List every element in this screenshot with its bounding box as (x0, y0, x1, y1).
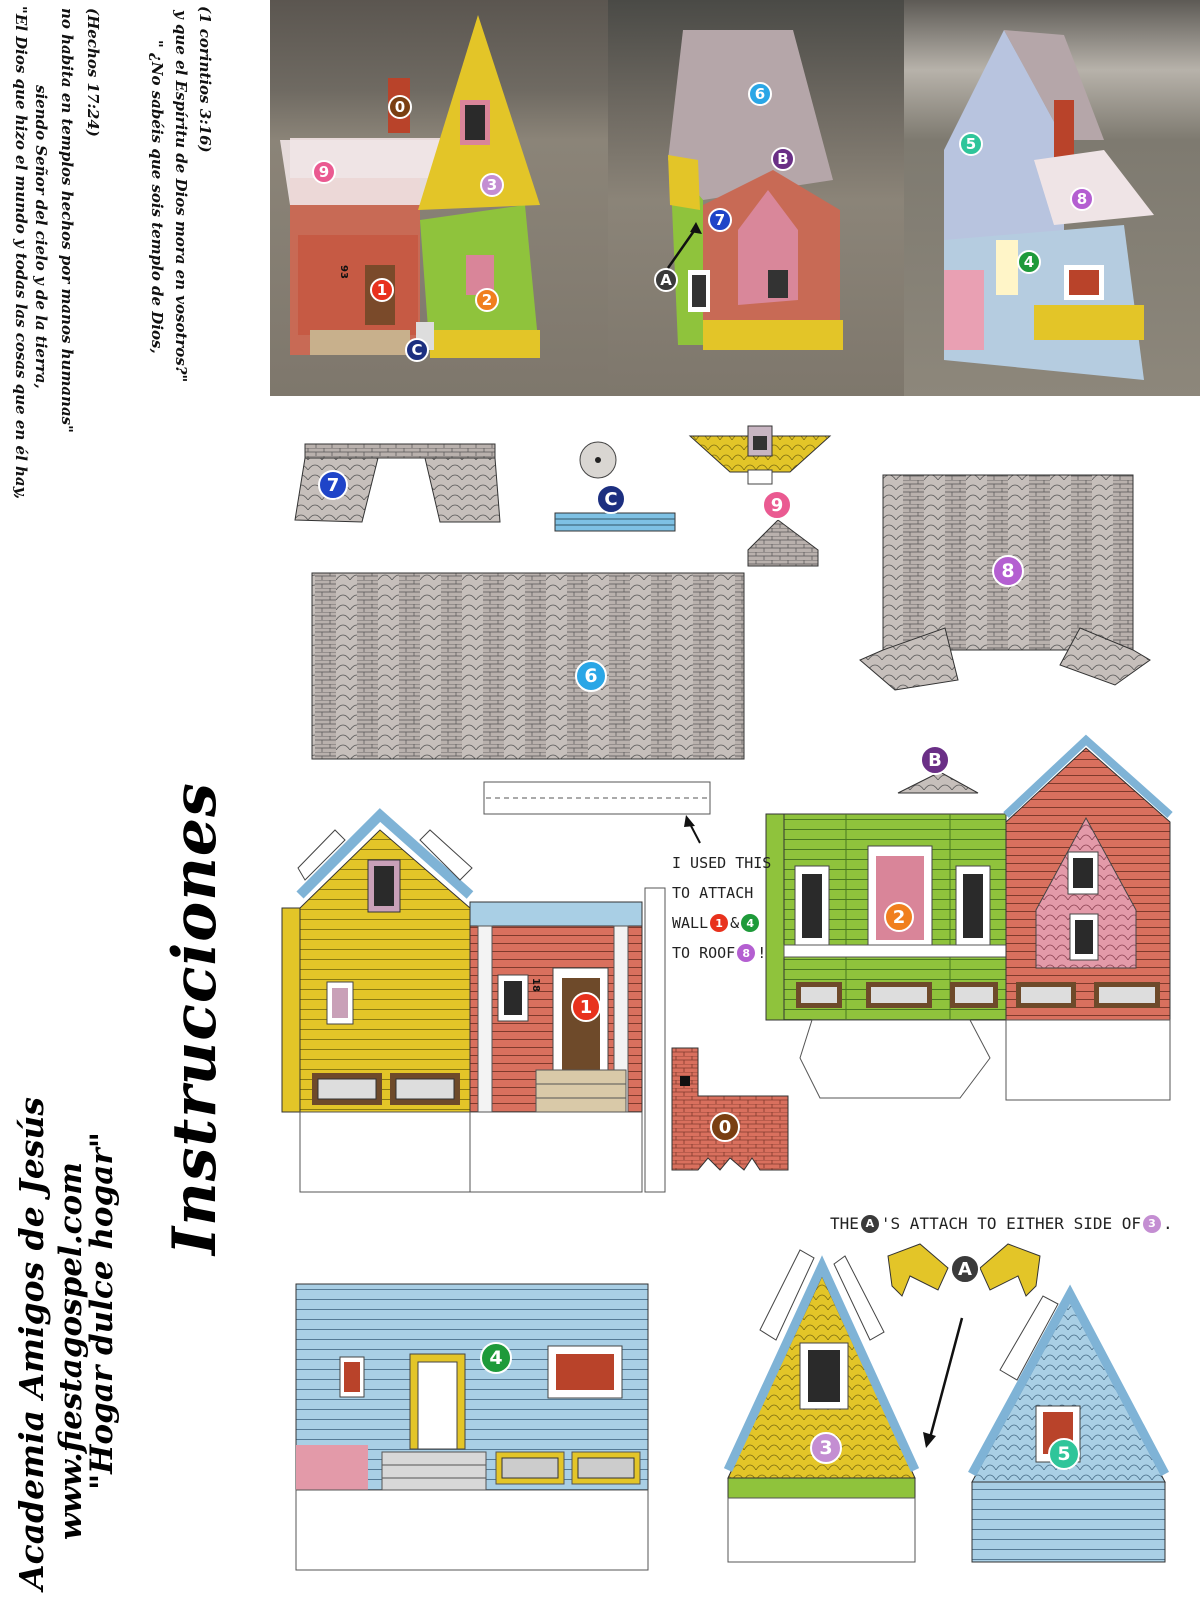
note-badge-4: 4 (741, 914, 759, 932)
door-number-18: 18 (530, 978, 541, 992)
verse2-ref: (1 corintios 3:16) (196, 6, 214, 153)
verse1-ref: (Hechos 17:24) (84, 8, 102, 137)
badge-9-piece: 9 (762, 490, 792, 520)
verse2-line2: y que el Espíritu de Dios mora en vosotros?" (172, 10, 190, 383)
badge-B: B (771, 147, 795, 171)
attach-note-excl: ! (757, 944, 767, 962)
verse1-line3: no habita en templos hechos por manos humanas" (58, 8, 76, 433)
piece-B (898, 772, 978, 793)
a-note-text: 'S ATTACH TO EITHER SIDE OF (880, 1214, 1141, 1233)
badge-8: 8 (1070, 187, 1094, 211)
verse1-line2: siendo Señor del cielo y de la tierra, (32, 85, 50, 389)
attach-note-line4 (672, 938, 771, 968)
badge-8-piece: 8 (992, 555, 1024, 587)
badge-9: 9 (312, 160, 336, 184)
badge-1: 1 (370, 278, 394, 302)
a-note-badge-A: A (861, 1215, 879, 1233)
a-note-dot: . (1163, 1214, 1173, 1233)
attach-note (672, 848, 771, 968)
badge-2-piece: 2 (884, 902, 914, 932)
verse2-line1: " ¿No sabéis que sois templo de Dios, (148, 40, 166, 354)
a-note-badge-3: 3 (1143, 1215, 1161, 1233)
piece-3-gable (728, 1250, 915, 1562)
academy-text: Academia Amigos de Jesús (12, 1096, 51, 1590)
a-note-the: THE (830, 1214, 859, 1233)
badge-C-piece: C (596, 484, 626, 514)
badge-3-piece: 3 (810, 1432, 842, 1464)
door-number-93: 93 (338, 265, 349, 279)
a-attach-note (830, 1214, 1173, 1233)
attach-note-amp: & (730, 914, 740, 932)
badge-6: 6 (748, 82, 772, 106)
badge-A-piece: A (950, 1254, 980, 1284)
slogan-text: "Hogar dulce hogar" (84, 1132, 120, 1490)
badge-4-piece: 4 (480, 1342, 512, 1374)
piece-2-side-wall (766, 740, 1170, 1100)
badge-7-piece: 7 (318, 470, 348, 500)
instructions-title: Instrucciones (160, 782, 230, 1255)
piece-6 (312, 573, 744, 759)
badge-A: A (654, 268, 678, 292)
badge-3: 3 (480, 173, 504, 197)
badge-2: 2 (475, 288, 499, 312)
badge-C: C (405, 338, 429, 362)
note-badge-8: 8 (737, 944, 755, 962)
piece-9 (690, 426, 830, 566)
badge-7: 7 (708, 208, 732, 232)
piece-1-front-wall (282, 815, 665, 1192)
badge-4: 4 (1017, 250, 1041, 274)
badge-0: 0 (388, 95, 412, 119)
attach-note-line1: I USED THIS (672, 854, 772, 872)
website-text: www.fiestagospel.com (53, 1162, 89, 1540)
piece-0-chimney (672, 1048, 788, 1170)
badge-B-piece: B (920, 745, 950, 775)
attach-note-line2: TO ATTACH (672, 884, 754, 902)
badge-5-piece: 5 (1048, 1438, 1080, 1470)
badge-6-piece: 6 (575, 660, 607, 692)
badge-0-piece: 0 (710, 1112, 740, 1142)
attach-note-roof: TO ROOF (672, 944, 736, 962)
badge-1-piece: 1 (571, 992, 601, 1022)
attach-note-wall: WALL (672, 914, 709, 932)
verse1-line1: "El Dios que hizo el mundo y todas las cosas que en él hay, (12, 6, 30, 500)
attach-note-line3 (672, 908, 771, 938)
piece-5-gable (972, 1294, 1165, 1562)
piece-4-back-wall (296, 1284, 648, 1570)
tab-strip (484, 782, 710, 843)
badge-5: 5 (959, 132, 983, 156)
note-badge-1: 1 (710, 914, 728, 932)
